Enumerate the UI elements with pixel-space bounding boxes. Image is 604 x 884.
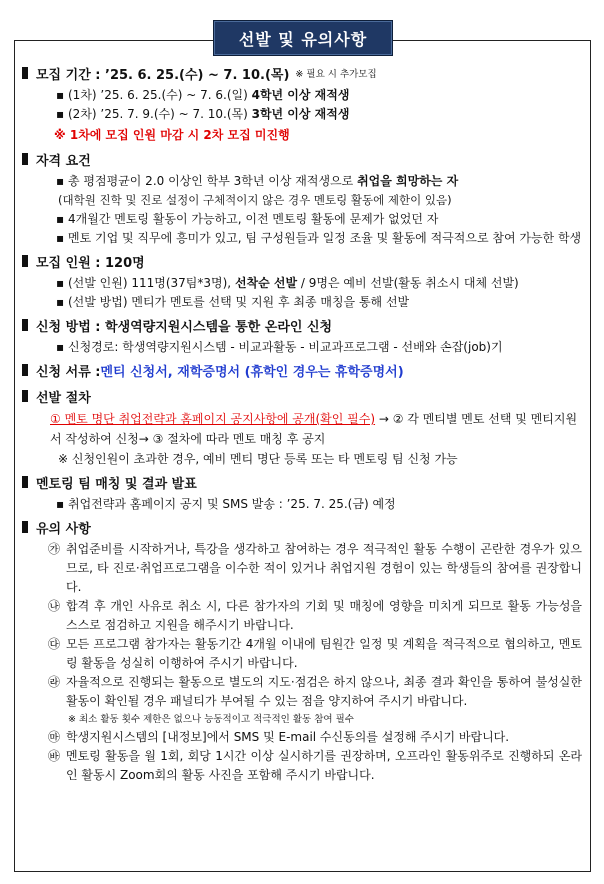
bullet-icon: ▪ [56, 174, 65, 188]
section-process-title: 선발 절차 [36, 390, 91, 406]
bullet-icon: ▪ [56, 340, 65, 354]
period-item-1-bold: 4학년 이상 재적생 [251, 88, 350, 102]
bullet-icon: ▪ [56, 107, 65, 121]
list-item [18, 86, 586, 105]
apply-item: 신청경로: 학생역량지원시스템 - 비교과활동 - 비교과프로그램 - 선배와 손잡(job)기 [68, 340, 503, 354]
process-steps [18, 409, 586, 449]
section-qualification [18, 146, 586, 172]
notice-item [18, 747, 586, 785]
notice-item-number: ㉳ [48, 749, 61, 763]
list-item [18, 274, 586, 293]
section-notes-title: 유의 사항 [36, 521, 91, 537]
period-item-2-text: (2차) ’25. 7. 9.(수) ~ 7. 10.(목) [68, 107, 252, 121]
notice-item-number: ㉱ [48, 675, 61, 689]
section-marker-icon [22, 521, 28, 533]
section-period-title: 모집 기간 : ’25. 6. 25.(수) ~ 7. 10.(목) [36, 67, 290, 83]
section-recruit-title: 모집 인원 : 120명 [36, 255, 145, 271]
section-marker-icon [22, 364, 28, 376]
section-period [18, 60, 586, 86]
section-period-extra: ※ 필요 시 추가모집 [295, 69, 377, 80]
notice-item-text: 자율적으로 진행되는 활동으로 별도의 지도·점검은 하지 않으나, 최종 결과 확인을 통하여 불성실한 활동이 확인될 경우 패널티가 부여될 수 있는 점을 양지하여 주시기 바랍니다. [66, 675, 582, 708]
list-item [18, 210, 586, 229]
process-note: ※ 신청인원이 초과한 경우, 예비 멘티 명단 등록 또는 타 멘토링 팀 신청 가능 [58, 452, 458, 466]
qual-item-2: 4개월간 멘토링 활동이 가능하고, 이전 멘토링 활동에 문제가 없었던 자 [68, 212, 439, 226]
section-process [18, 383, 586, 409]
process-step-1: ① 멘토 명단 취업전략과 홈페이지 공지사항에 공개(확인 필수) [50, 412, 376, 426]
notice-item-text: 취업준비를 시작하거나, 특강을 생각하고 참여하는 경우 적극적인 활동 수행이 곤란한 경우가 있으므로, 타 진로·취업프로그램을 이수한 적이 있거나 취업지원 경험이 있는 학생들의 참여를 권장합니다. [66, 542, 582, 594]
notice-item [18, 597, 586, 635]
qual-item-1-bold: 취업을 희망하는 자 [357, 174, 459, 188]
list-item [18, 229, 586, 248]
section-notes [18, 514, 586, 540]
section-marker-icon [22, 476, 28, 488]
section-result [18, 469, 586, 495]
section-docs-label: 신청 서류 : [36, 364, 101, 380]
qual-item-1-sub: (대학원 진학 및 진로 설정이 구체적이지 않은 경우 멘토링 활동에 제한이 있음) [58, 193, 452, 207]
qual-item-3: 멘토 기업 및 직무에 흥미가 있고, 팀 구성원들과 일정 조율 및 활동에 적극적으로 참여 가능한 학생 [68, 231, 582, 245]
section-result-title: 멘토링 팀 매칭 및 결과 발표 [36, 476, 197, 492]
list-item [18, 172, 586, 191]
section-marker-icon [22, 67, 28, 79]
notice-item-number: ㉯ [48, 599, 61, 613]
list-item [18, 105, 586, 124]
notice-item [18, 635, 586, 673]
section-apply [18, 312, 586, 338]
notice-item-text: 모든 프로그램 참가자는 활동기간 4개월 이내에 팀원간 일정 및 계획을 적극적으로 협의하고, 멘토링 활동을 성실히 이행하여 주시기 바랍니다. [66, 637, 582, 670]
bullet-icon: ▪ [56, 276, 65, 290]
page-title: 선발 및 유의사항 [213, 20, 393, 56]
section-marker-icon [22, 153, 28, 165]
notice-item-number: ㉮ [48, 542, 61, 556]
list-item [18, 293, 586, 312]
notice-item-text: 학생지원시스템의 [내정보]에서 SMS 및 E-mail 수신동의를 설정해 주시기 바랍니다. [66, 730, 510, 744]
section-docs-value: 멘티 신청서, 재학증명서 (휴학인 경우는 휴학증명서) [100, 364, 404, 380]
bullet-icon: ▪ [56, 497, 65, 511]
result-item: 취업전략과 홈페이지 공지 및 SMS 발송 : ’25. 7. 25.(금) 예정 [68, 497, 396, 511]
section-recruit [18, 248, 586, 274]
notice-item-text: 합격 후 개인 사유로 취소 시, 다른 참가자의 기회 및 매칭에 영향을 미치게 되므로 활동 가능성을 스스로 점검하고 지원을 해주시기 바랍니다. [66, 599, 582, 632]
section-marker-icon [22, 255, 28, 267]
period-item-2-bold: 3학년 이상 재적생 [251, 107, 350, 121]
section-marker-icon [22, 390, 28, 402]
notice-item [18, 728, 586, 747]
notice-item-number: ㉲ [48, 730, 61, 744]
section-marker-icon [22, 319, 28, 331]
notice-item [18, 540, 586, 597]
recruit-item-1-c: / 9명은 예비 선발(활동 취소시 대체 선발) [297, 276, 519, 290]
notice-small-note: ※ 최소 활동 횟수 제한은 없으나 능동적이고 적극적인 활동 참여 필수 [68, 714, 354, 725]
section-docs [18, 357, 586, 383]
notice-item-text: 멘토링 활동을 월 1회, 회당 1시간 이상 실시하기를 권장하며, 오프라인 활동위주로 진행하되 온라인 활동시 Zoom회의 활동 사진을 포함해 주시기 바랍니다. [66, 749, 582, 782]
section-apply-title: 신청 방법 : 학생역량지원시스템을 통한 온라인 신청 [36, 319, 333, 335]
bullet-icon: ▪ [56, 295, 65, 309]
process-step-rest: → ② 각 멘티별 멘토 선택 및 멘티지원서 작성하여 신청→ ③ 절차에 따라 멘토 매칭 후 공지 [50, 412, 578, 446]
recruit-item-1-a: (선발 인원) 111명(37팀*3명), [68, 276, 235, 290]
bullet-icon: ▪ [56, 231, 65, 245]
notice-item [18, 673, 586, 711]
list-item [18, 338, 586, 357]
section-qualification-title: 자격 요건 [36, 153, 91, 169]
notice-content [18, 60, 586, 785]
notice-item-number: ㉰ [48, 637, 61, 651]
qual-item-1-text: 총 평점평균이 2.0 이상인 학부 3학년 이상 재적생으로 [68, 174, 358, 188]
recruit-item-1-b: 선착순 선발 [234, 276, 298, 290]
recruit-item-2: (선발 방법) 멘티가 멘토를 선택 및 지원 후 최종 매칭을 통해 선발 [68, 295, 410, 309]
bullet-icon: ▪ [56, 88, 65, 102]
period-item-1-text: (1차) ’25. 6. 25.(수) ~ 7. 6.(일) [68, 88, 252, 102]
bullet-icon: ▪ [56, 212, 65, 226]
period-warning: ※ 1차에 모집 인원 마감 시 2차 모집 미진행 [54, 128, 290, 142]
list-item [18, 495, 586, 514]
